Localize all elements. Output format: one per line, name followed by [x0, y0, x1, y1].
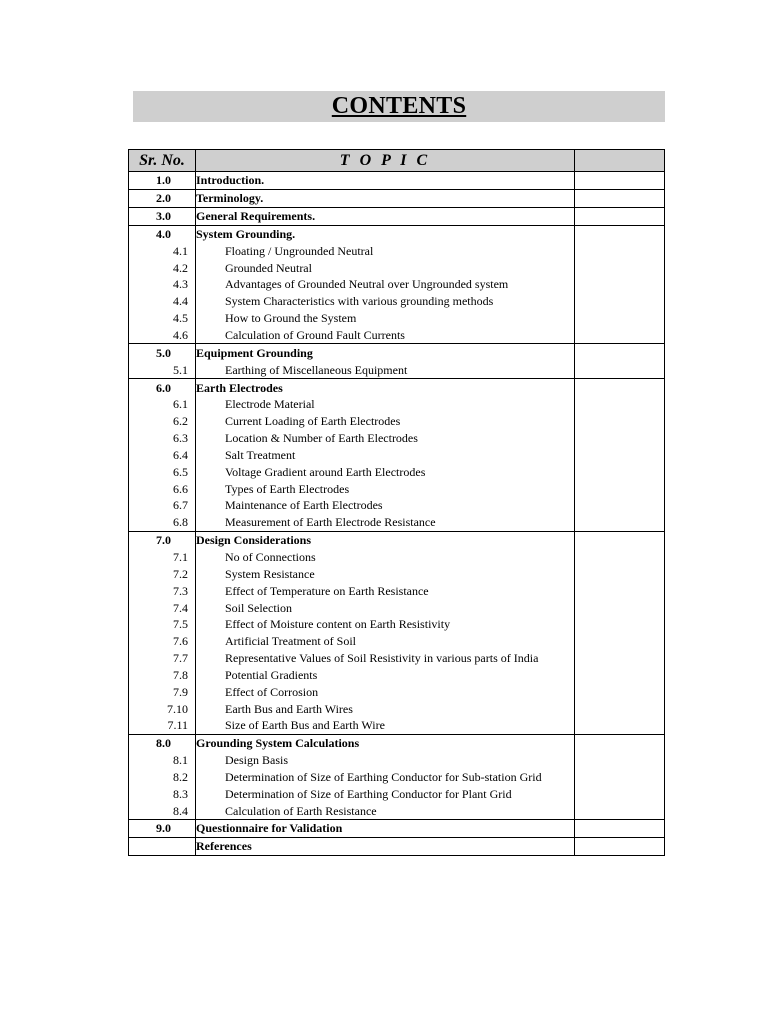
section-number: 6.2	[129, 413, 196, 430]
page-number-cell	[575, 242, 665, 259]
table-row	[129, 497, 665, 514]
section-topic: Grounded Neutral	[196, 259, 575, 276]
header-topic: T O P I C	[196, 150, 575, 172]
page-number-cell	[575, 633, 665, 650]
section-topic: Earth Bus and Earth Wires	[196, 700, 575, 717]
page-number-cell	[575, 666, 665, 683]
section-topic: Grounding System Calculations	[196, 734, 575, 751]
page-number-cell	[575, 396, 665, 413]
contents-title-bar	[133, 91, 665, 122]
page-number-cell	[575, 734, 665, 751]
page-number-cell	[575, 259, 665, 276]
contents-table-body	[129, 172, 665, 856]
table-row	[129, 683, 665, 700]
section-number: 7.7	[129, 650, 196, 667]
section-number: 8.2	[129, 769, 196, 786]
table-row	[129, 837, 665, 855]
section-number: 7.11	[129, 717, 196, 734]
page-number-cell	[575, 327, 665, 344]
table-row	[129, 650, 665, 667]
page-number-cell	[575, 514, 665, 531]
table-row	[129, 734, 665, 751]
section-topic: Terminology.	[196, 189, 575, 207]
page-number-cell	[575, 413, 665, 430]
section-topic: Determination of Size of Earthing Conductor for Plant Grid	[196, 785, 575, 802]
table-header-row	[129, 150, 665, 172]
section-number: 7.1	[129, 549, 196, 566]
section-number: 7.2	[129, 565, 196, 582]
section-topic: Earth Electrodes	[196, 379, 575, 396]
section-topic: Salt Treatment	[196, 447, 575, 464]
section-topic: Introduction.	[196, 172, 575, 190]
section-number: 5.0	[129, 344, 196, 361]
section-topic: Voltage Gradient around Earth Electrodes	[196, 463, 575, 480]
page-number-cell	[575, 225, 665, 242]
page-number-cell	[575, 480, 665, 497]
section-topic: Maintenance of Earth Electrodes	[196, 497, 575, 514]
section-number: 4.3	[129, 276, 196, 293]
table-row	[129, 463, 665, 480]
section-topic: References	[196, 837, 575, 855]
page-number-cell	[575, 700, 665, 717]
table-row	[129, 293, 665, 310]
section-number: 6.7	[129, 497, 196, 514]
section-topic: Soil Selection	[196, 599, 575, 616]
page-number-cell	[575, 172, 665, 190]
table-row	[129, 565, 665, 582]
section-topic: Location & Number of Earth Electrodes	[196, 430, 575, 447]
section-number: 4.6	[129, 327, 196, 344]
section-topic: Questionnaire for Validation	[196, 820, 575, 838]
section-topic: System Characteristics with various grounding methods	[196, 293, 575, 310]
section-topic: Potential Gradients	[196, 666, 575, 683]
page-number-cell	[575, 549, 665, 566]
section-number: 1.0	[129, 172, 196, 190]
table-row	[129, 582, 665, 599]
section-topic: Size of Earth Bus and Earth Wire	[196, 717, 575, 734]
section-topic: General Requirements.	[196, 207, 575, 225]
section-topic: Representative Values of Soil Resistivity in various parts of India	[196, 650, 575, 667]
page-number-cell	[575, 293, 665, 310]
page-number-cell	[575, 785, 665, 802]
table-row	[129, 599, 665, 616]
page-number-cell	[575, 276, 665, 293]
table-row	[129, 480, 665, 497]
section-number: 7.6	[129, 633, 196, 650]
section-number: 4.4	[129, 293, 196, 310]
page-number-cell	[575, 189, 665, 207]
page-number-cell	[575, 361, 665, 378]
page-number-cell	[575, 837, 665, 855]
table-row	[129, 430, 665, 447]
section-topic: Effect of Moisture content on Earth Resistivity	[196, 616, 575, 633]
page-number-cell	[575, 752, 665, 769]
table-row	[129, 769, 665, 786]
contents-table	[128, 149, 665, 856]
section-number: 4.1	[129, 242, 196, 259]
section-number: 6.1	[129, 396, 196, 413]
section-topic: Equipment Grounding	[196, 344, 575, 361]
section-number: 7.9	[129, 683, 196, 700]
section-number: 7.0	[129, 531, 196, 548]
page-number-cell	[575, 497, 665, 514]
table-row	[129, 259, 665, 276]
section-number: 6.5	[129, 463, 196, 480]
section-number: 7.4	[129, 599, 196, 616]
section-topic: Types of Earth Electrodes	[196, 480, 575, 497]
section-number: 3.0	[129, 207, 196, 225]
section-topic: System Grounding.	[196, 225, 575, 242]
section-number: 4.2	[129, 259, 196, 276]
section-number: 8.0	[129, 734, 196, 751]
page-number-cell	[575, 769, 665, 786]
table-row	[129, 172, 665, 190]
section-number: 7.5	[129, 616, 196, 633]
table-row	[129, 361, 665, 378]
table-row	[129, 189, 665, 207]
table-row	[129, 531, 665, 548]
section-number	[129, 837, 196, 855]
table-row	[129, 514, 665, 531]
table-row	[129, 666, 665, 683]
section-topic: Measurement of Earth Electrode Resistance	[196, 514, 575, 531]
page-number-cell	[575, 344, 665, 361]
table-row	[129, 242, 665, 259]
page-number-cell	[575, 207, 665, 225]
section-topic: Artificial Treatment of Soil	[196, 633, 575, 650]
page-number-cell	[575, 599, 665, 616]
section-topic: Determination of Size of Earthing Conductor for Sub-station Grid	[196, 769, 575, 786]
section-number: 2.0	[129, 189, 196, 207]
page-number-cell	[575, 379, 665, 396]
section-topic: Earthing of Miscellaneous Equipment	[196, 361, 575, 378]
table-row	[129, 379, 665, 396]
section-number: 6.0	[129, 379, 196, 396]
page-number-cell	[575, 447, 665, 464]
section-topic: How to Ground the System	[196, 310, 575, 327]
section-number: 6.8	[129, 514, 196, 531]
page-number-cell	[575, 310, 665, 327]
table-row	[129, 752, 665, 769]
section-topic: Calculation of Ground Fault Currents	[196, 327, 575, 344]
table-row	[129, 447, 665, 464]
page-number-cell	[575, 616, 665, 633]
table-row	[129, 785, 665, 802]
page-number-cell	[575, 683, 665, 700]
page-number-cell	[575, 717, 665, 734]
table-row	[129, 225, 665, 242]
table-row	[129, 616, 665, 633]
section-number: 8.1	[129, 752, 196, 769]
section-number: 9.0	[129, 820, 196, 838]
section-number: 6.6	[129, 480, 196, 497]
section-number: 6.3	[129, 430, 196, 447]
page-number-cell	[575, 430, 665, 447]
header-srno: Sr. No.	[129, 150, 196, 172]
table-row	[129, 396, 665, 413]
header-page	[575, 150, 665, 172]
section-number: 4.0	[129, 225, 196, 242]
table-row	[129, 327, 665, 344]
section-topic: Effect of Temperature on Earth Resistance	[196, 582, 575, 599]
section-number: 8.3	[129, 785, 196, 802]
page-number-cell	[575, 802, 665, 819]
section-topic: Current Loading of Earth Electrodes	[196, 413, 575, 430]
table-row	[129, 633, 665, 650]
section-number: 5.1	[129, 361, 196, 378]
section-topic: Electrode Material	[196, 396, 575, 413]
section-number: 4.5	[129, 310, 196, 327]
page-title: CONTENTS	[331, 93, 467, 119]
section-number: 8.4	[129, 802, 196, 819]
page-number-cell	[575, 531, 665, 548]
table-row	[129, 700, 665, 717]
page-number-cell	[575, 582, 665, 599]
section-topic: System Resistance	[196, 565, 575, 582]
section-topic: Floating / Ungrounded Neutral	[196, 242, 575, 259]
table-row	[129, 820, 665, 838]
table-row	[129, 207, 665, 225]
table-row	[129, 310, 665, 327]
table-row	[129, 276, 665, 293]
section-number: 7.8	[129, 666, 196, 683]
page-number-cell	[575, 820, 665, 838]
section-number: 7.10	[129, 700, 196, 717]
section-number: 7.3	[129, 582, 196, 599]
section-topic: Calculation of Earth Resistance	[196, 802, 575, 819]
section-topic: Design Considerations	[196, 531, 575, 548]
table-row	[129, 717, 665, 734]
table-row	[129, 802, 665, 819]
section-number: 6.4	[129, 447, 196, 464]
section-topic: Effect of Corrosion	[196, 683, 575, 700]
section-topic: Design Basis	[196, 752, 575, 769]
table-row	[129, 549, 665, 566]
page-number-cell	[575, 650, 665, 667]
page-number-cell	[575, 463, 665, 480]
section-topic: No of Connections	[196, 549, 575, 566]
table-row	[129, 344, 665, 361]
page-number-cell	[575, 565, 665, 582]
table-row	[129, 413, 665, 430]
section-topic: Advantages of Grounded Neutral over Ungrounded system	[196, 276, 575, 293]
